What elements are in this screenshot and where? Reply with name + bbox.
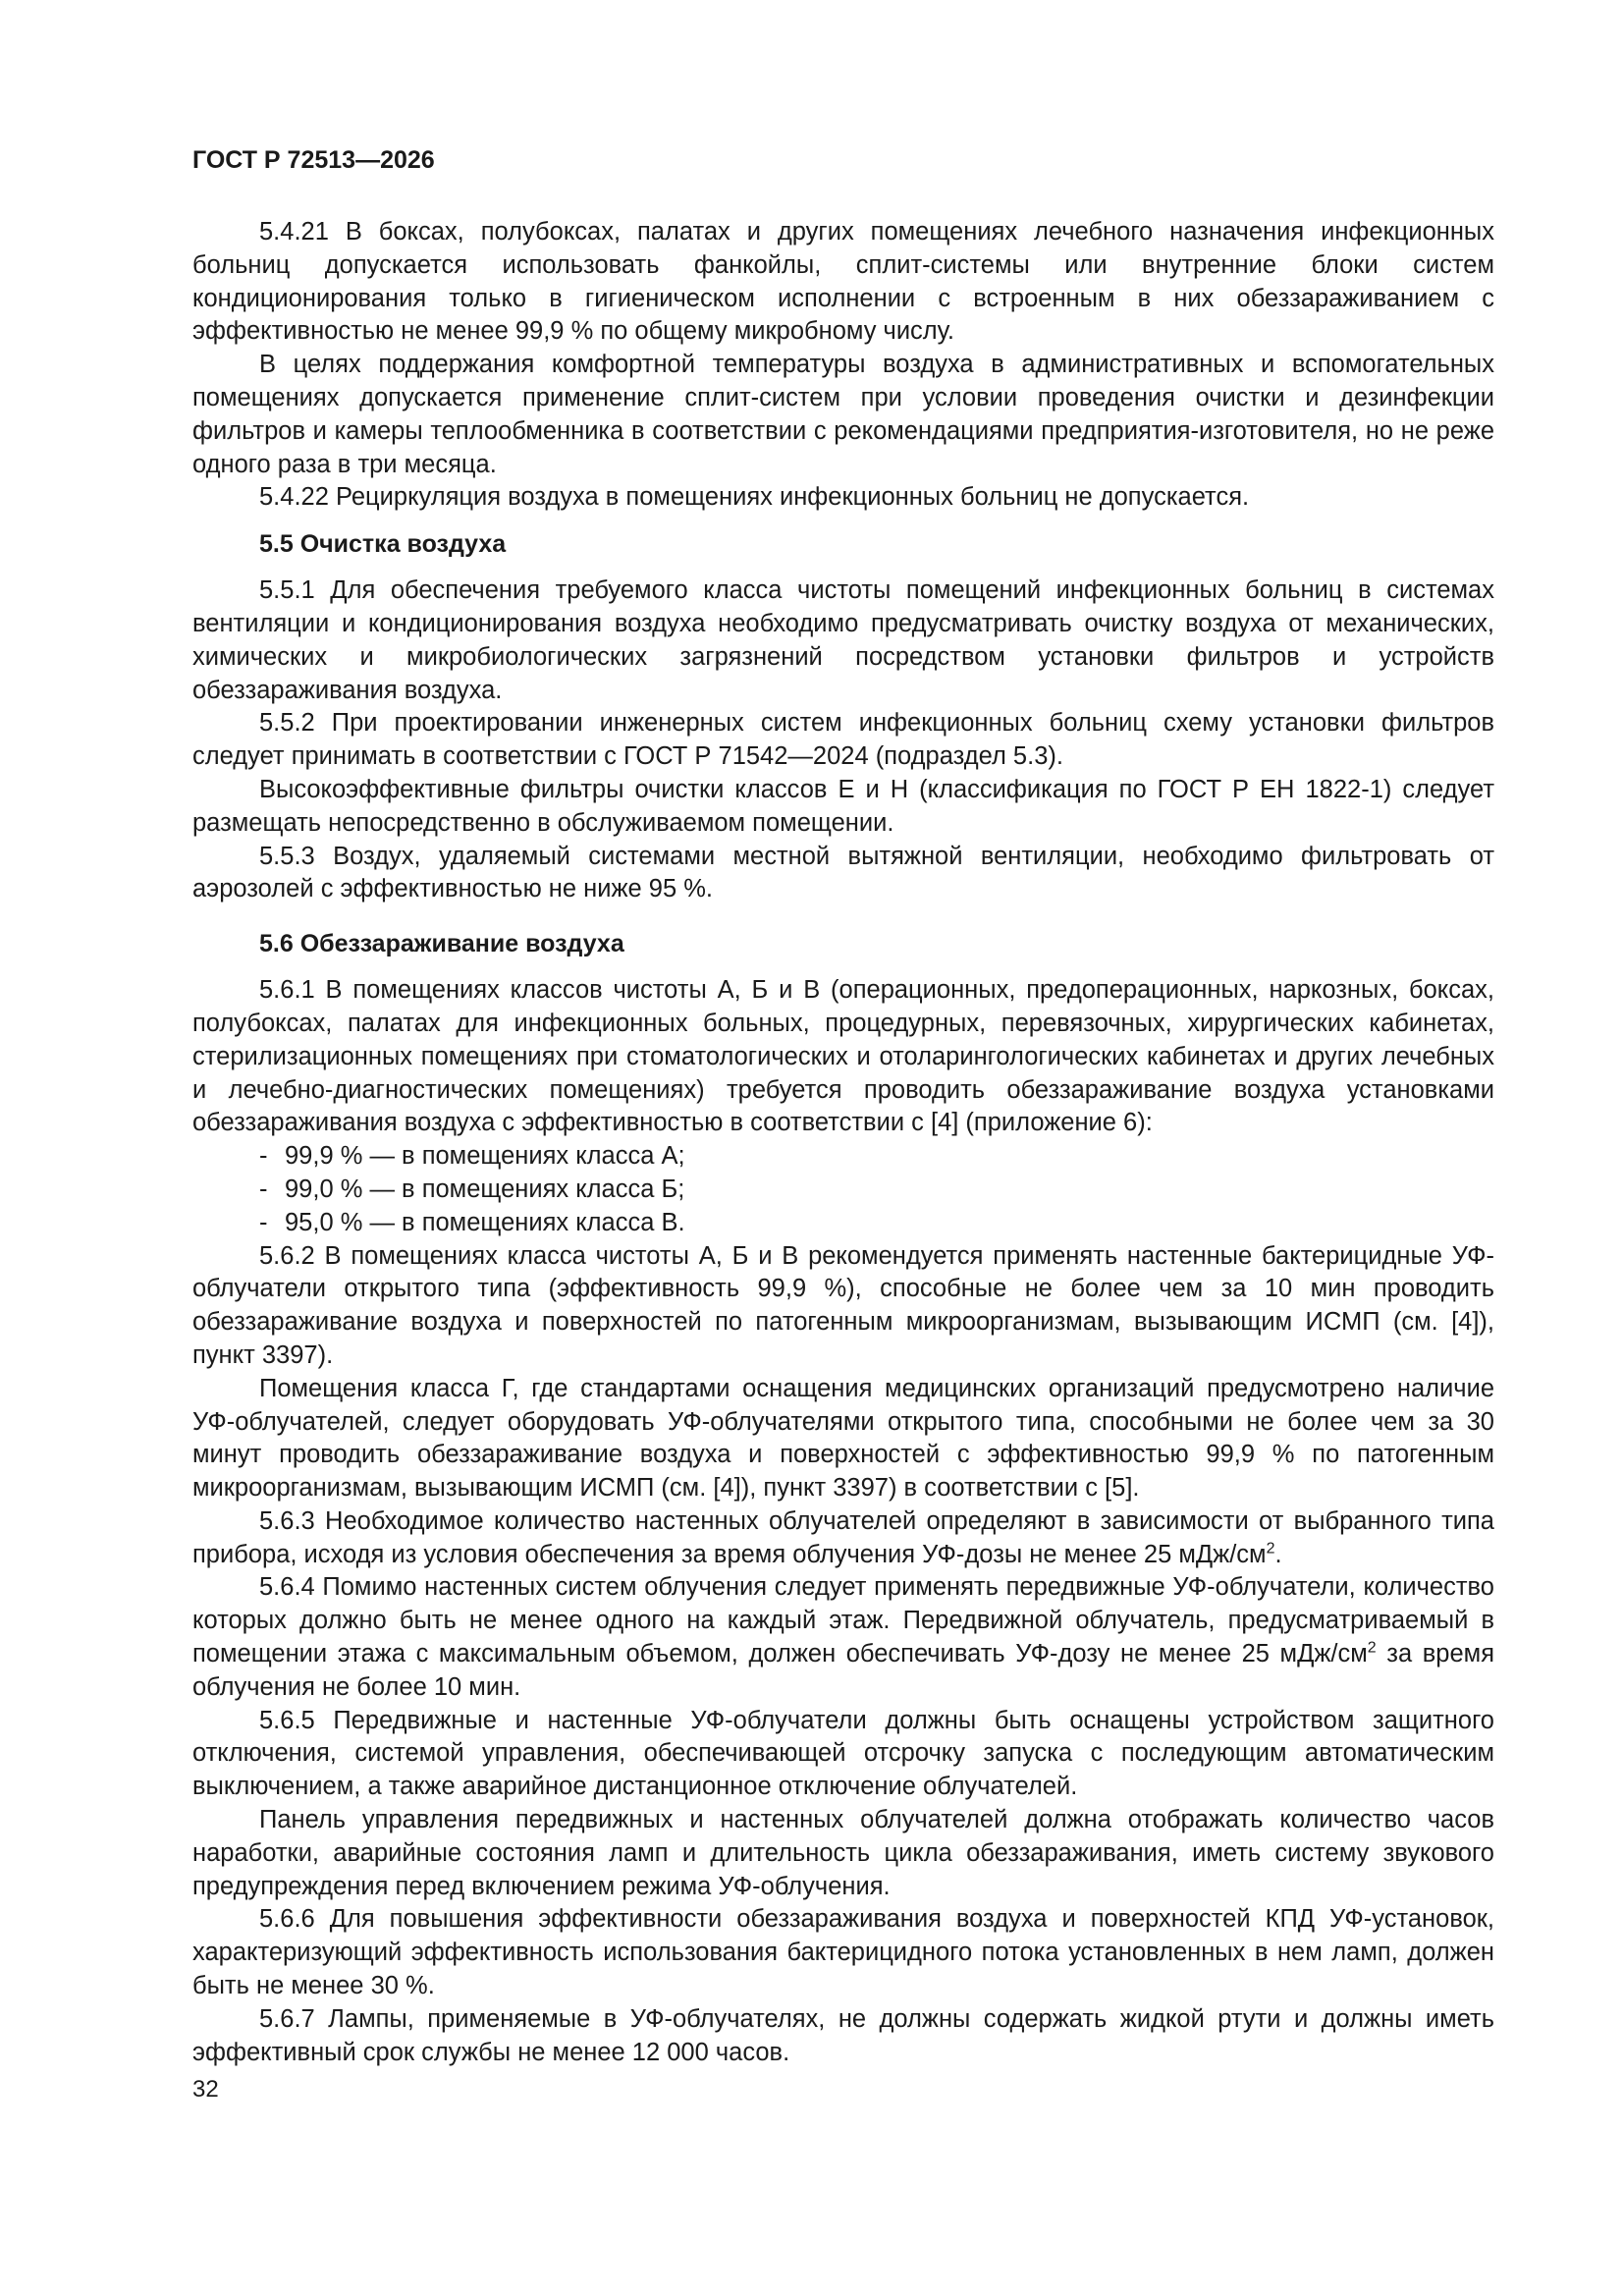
paragraph-5-6-4: 5.6.4 Помимо настенных систем облучения следует применять передвижные УФ-облучатели, количество которых должно быть не менее одного на каждый этаж. Передвижной облучатель, предусматриваемый в помещении этажа с максимальным объемом, должен обеспечивать УФ-дозу не менее 25 мДж/$см^2$ за время облучения не более 10 мин. (192, 1573, 1494, 1701)
document-page (192, 145, 1494, 2105)
paragraph-5-6-3: 5.6.3 Необходимое количество настенных облучателей определяют в зависимости от выбранного типа прибора, исходя из условия обеспечения за время облучения УФ-дозы не менее 25 мДж/$см^2$. (192, 1506, 1494, 1568)
paragraph-5-4-22: 5.4.22 Рециркуляция воздуха в помещениях инфекционных больниц не допускается. (259, 483, 1250, 512)
page-number: 32 (192, 2076, 219, 2104)
section-heading-5-5: 5.5 Очистка воздуха (259, 530, 507, 559)
paragraph-5-6-1: 5.6.1 В помещениях классов чистоты А, Б и В (операционных, предоперационных, наркозных, боксах, полубоксах, палатах для инфекционных больных, процедурных, перевязочных, хирургических кабинетах, стерилизационных помещениях при стоматологических и отоларингологических кабинетах и других лечебных и лечебно-диагностических помещениях) требуется проводить обеззараживание воздуха установками обеззараживания воздуха с эффективностью в соответствии с [4] (приложение 6): (192, 976, 1494, 1137)
paragraph-5-6-5: 5.6.5 Передвижные и настенные УФ-облучатели должны быть оснащены устройством защитного отключения, системой управления, обеспечивающей отсрочку запуска с последующим автоматическим выключением, а также аварийное дистанционное отключение облучателей. (192, 1706, 1494, 1801)
paragraph-5-5-3: 5.5.3 Воздух, удаляемый системами местной вытяжной вентиляции, необходимо фильтровать от аэрозолей с эффективностью не ниже 95 %. (192, 842, 1494, 903)
paragraph-5-6-7: 5.6.7 Лампы, применяемые в УФ-облучателях, не должны содержать жидкой ртути и должны иметь эффективный срок службы не менее 12 000 часов. (192, 2004, 1494, 2066)
paragraph-5-4-21-continued: В целях поддержания комфортной температуры воздуха в административных и вспомогательных помещениях допускается применение сплит-систем при условии проведения очистки и дезинфекции фильтров и камеры теплообменника в соответствии с рекомендациями предприятия-изготовителя, но не реже одного раза в три месяца. (192, 351, 1494, 478)
paragraph-5-5-1: 5.5.1 Для обеспечения требуемого класса чистоты помещений инфекционных больниц в системах вентиляции и кондиционирования воздуха необходимо предусматривать очистку воздуха от механических, химических и микробиологических загрязнений посредством установки фильтров и устройств обеззараживания воздуха. (192, 576, 1494, 704)
list-item: - 99,9 % — в помещениях класса А; (259, 1142, 685, 1171)
paragraph-5-5-2: 5.5.2 При проектировании инженерных систем инфекционных больниц схему установки фильтров следует принимать в соответствии с ГОСТ Р 71542—2024 (подраздел 5.3). (192, 709, 1494, 771)
paragraph-5-6-6: 5.6.6 Для повышения эффективности обеззараживания воздуха и поверхностей КПД УФ-установок, характеризующий эффективность использования бактерицидного потока установленных в нем ламп, должен быть не менее 30 %. (192, 1905, 1494, 2000)
list-item: - 99,0 % — в помещениях класса Б; (259, 1175, 685, 1203)
paragraph-5-6-2-continued: Помещения класса Г, где стандартами оснащения медицинских организаций предусмотрено наличие УФ-облучателей, следует оборудовать УФ-облучателями открытого типа, способными не более чем за 30 минут проводить обеззараживание воздуха и поверхностей с эффективностью 99,9 % по патогенным микроорганизмам, вызывающим ИСМП (см. [4]), пункт 3397) в соответствии с [5]. (192, 1374, 1494, 1503)
paragraph-5-6-2: 5.6.2 В помещениях класса чистоты А, Б и В рекомендуется применять настенные бактерицидные УФ-облучатели открытого типа (эффективность 99,9 %), способные не более чем за 10 мин проводить обеззараживание воздуха и поверхностей по патогенным микроорганизмам, вызывающим ИСМП (см. [4]), пункт 3397). (192, 1241, 1494, 1369)
efficiency-list (192, 1140, 1494, 1239)
list-item: - 95,0 % — в помещениях класса В. (259, 1208, 685, 1236)
document-header: ГОСТ Р 72513—2026 (192, 146, 435, 174)
paragraph-5-5-2-continued: Высокоэффективные фильтры очистки классов Е и Н (классификация по ГОСТ Р ЕН 1822-1) следует размещать непосредственно в обслуживаемом помещении. (192, 775, 1494, 837)
paragraph-5-6-5-continued: Панель управления передвижных и настенных облучателей должна отображать количество часов наработки, аварийные состояния ламп и длительность цикла обеззараживания, иметь систему звукового предупреждения перед включением режима УФ-облучения. (192, 1806, 1494, 1900)
document-body (192, 216, 1494, 2069)
section-heading-5-6: 5.6 Обеззараживание воздуха (259, 930, 624, 958)
paragraph-5-4-21: 5.4.21 В боксах, полубоксах, палатах и других помещениях лечебного назначения инфекционных больниц допускается использовать фанкойлы, сплит-системы или внутренние блоки систем кондиционирования только в гигиеническом исполнении с встроенным в них обеззараживанием с эффективностью не менее 99,9 % по общему микробному числу. (192, 218, 1494, 346)
